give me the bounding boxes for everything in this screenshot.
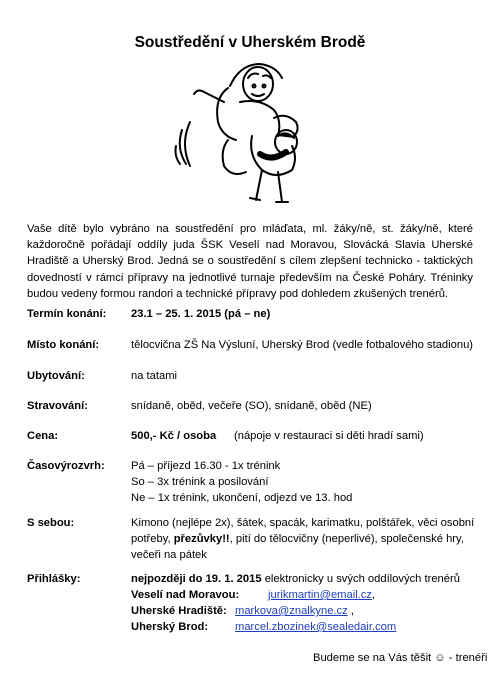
misto-label: Místo konání: [27,339,100,351]
contact-suffix-hradiste: , [347,605,354,617]
misto-value: tělocvična ZŠ Na Výsluní, Uherský Brod (vedle fotbalového stadionu) [131,339,474,351]
sebou-text-c: , pití do tělocvičny (neperlivé), společenské hry, [229,533,464,545]
sebou-prezuvky: přezůvky!! [173,533,230,545]
ubytovani-value: na tatami [131,370,178,382]
casovy-label: Časovýrozvrh: [27,460,105,472]
prihlasky-deadline: nejpozději do 19. 1. 2015 [131,573,262,585]
contact-row-hradiste [235,605,354,617]
contact-row-brod [235,621,396,633]
contact-row-veseli [268,589,375,601]
signature: Budeme se na Vás těšit ☺ - trenéři [313,652,488,664]
sebou-text-a: potřeby, [131,533,171,545]
contact-place-veseli: Veselí nad Moravou: [131,589,240,601]
contact-suffix-veseli: , [371,589,376,601]
cena-label: Cena: [27,430,59,442]
judo-illustration [168,58,308,206]
termin-value: 23.1 – 25. 1. 2015 (pá – ne) [131,308,271,320]
prihlasky-deadline-rest: elektronicky u svých oddílových trenérů [264,573,460,585]
contact-place-hradiste: Uherské Hradiště: [131,605,227,617]
prihlasky-label: Přihlášky: [27,573,81,585]
casovy-line-2: So – 3x trénink a posilování [131,476,269,488]
cena-note: (nápoje v restauraci si děti hradí sami) [234,430,424,442]
stravovani-value: snídaně, oběd, večeře (SO), snídaně, oběd (NE) [131,400,372,412]
email-link-veseli[interactable]: jurikmartin@email.cz [268,589,372,601]
casovy-line-1: Pá – příjezd 16.30 - 1x trénink [131,460,281,472]
termin-label: Termín konání: [27,308,107,320]
email-link-hradiste[interactable]: markova@znalkyne.cz [235,605,348,617]
prihlasky-deadline-line [131,573,460,585]
casovy-line-3: Ne – 1x trénink, ukončení, odjezd ve 13. hod [131,492,353,504]
contact-place-brod: Uherský Brod: [131,621,209,633]
sebou-line-1: Kimono (nejlépe 2x), šátek, spacák, karimatku, polštářek, věci osobní [131,517,475,529]
cena-value: 500,- Kč / osoba [131,430,217,442]
page-title: Soustředění v Uherském Brodě [134,34,366,51]
stravovani-label: Stravování: [27,400,88,412]
email-link-brod[interactable]: marcel.zbozinek@sealedair.com [235,621,397,633]
sebou-line-3: večeři na pátek [131,549,207,561]
ubytovani-label: Ubytování: [27,370,85,382]
sebou-label: S sebou: [27,517,75,529]
intro-paragraph: Vaše dítě bylo vybráno na soustředění pro mláďata, ml. žáky/ně, st. žáky/ně, které každoročně pořádají oddíly juda ŠSK Veselí nad Moravou, Slovácká Slavia Uherské Hradiště a Uherský Brod. Jedná se o soustředění s cílem zlepšení technicko - taktických dovedností v rámci přípravy na jednotlivé turnaje především na České Poháry. Tréninky budou vedeny formou randori a technické přípravy pod dohledem zkušených trenérů. [27,223,473,300]
sebou-line-2 [131,533,464,545]
